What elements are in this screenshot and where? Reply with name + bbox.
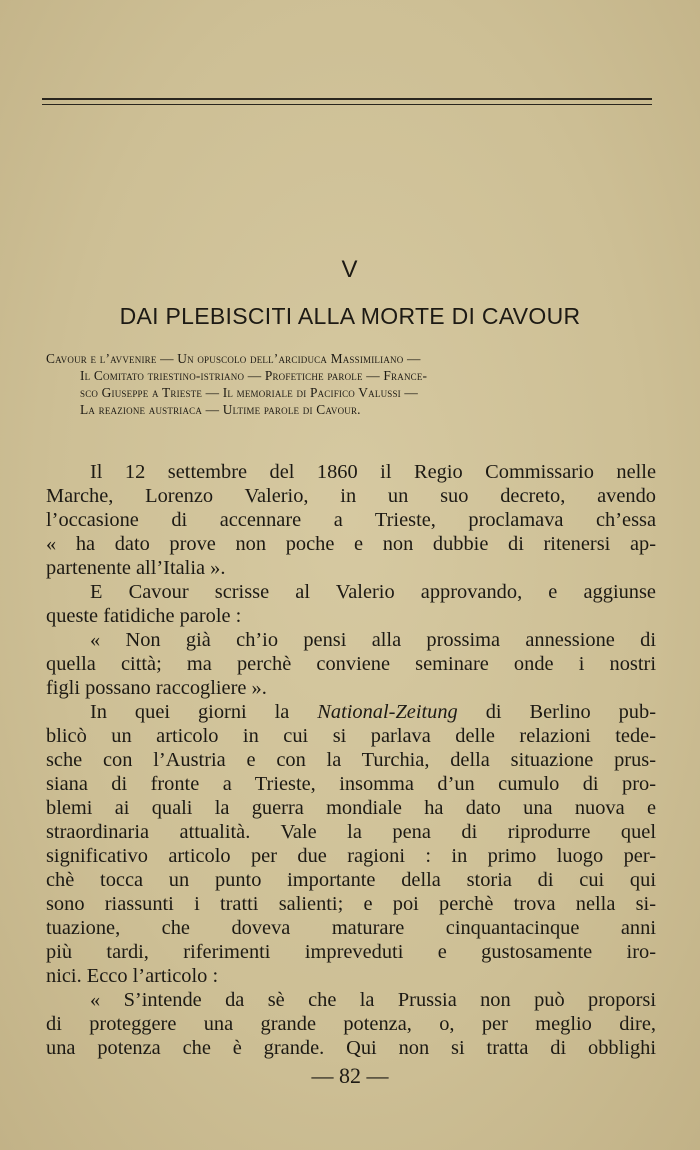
text-line: « ha dato prove non poche e non dubbie di ritenersi ap- bbox=[46, 533, 656, 555]
text-line: blemi ai quali la guerra mondiale ha dato una nuova e bbox=[46, 797, 656, 819]
summary-line: Il Comitato triestino-istriano — Profetiche parole — France- bbox=[80, 368, 428, 383]
text-line: straordinaria attualità. Vale la pena di riprodurre quel bbox=[46, 821, 656, 843]
text-line: chè tocca un punto importante della storia di cui qui bbox=[46, 869, 656, 891]
text-line: siana di fronte a Trieste, insomma d’un cumulo di pro- bbox=[46, 773, 656, 795]
text-line: queste fatidiche parole : bbox=[46, 605, 242, 627]
text-line: « S’intende da sè che la Prussia non può proporsi bbox=[90, 989, 656, 1011]
text-line: tuazione, che doveva maturare cinquantacinque anni bbox=[46, 917, 656, 939]
text-line: una potenza che è grande. Qui non si tratta di obblighi bbox=[46, 1037, 656, 1059]
text-line: Il 12 settembre del 1860 il Regio Commissario nelle bbox=[90, 461, 656, 483]
header-rule-thin bbox=[42, 104, 652, 105]
summary-line: La reazione austriaca — Ultime parole di Cavour. bbox=[80, 402, 361, 417]
summary-line: Cavour e l’avvenire — Un opuscolo dell’arciduca Massimiliano — bbox=[46, 351, 421, 366]
summary-line: sco Giuseppe a Trieste — Il memoriale di Pacifico Valussi — bbox=[80, 385, 419, 400]
page-number: — 82 — bbox=[311, 1063, 389, 1088]
chapter-title: DAI PLEBISCITI ALLA MORTE DI CAVOUR bbox=[119, 303, 581, 329]
body-text bbox=[46, 460, 656, 1060]
text-line: E Cavour scrisse al Valerio approvando, e aggiunse bbox=[90, 581, 656, 603]
chapter-number: V bbox=[341, 256, 359, 283]
newspaper-name: National-Zeitung bbox=[317, 701, 458, 723]
text-line: di proteggere una grande potenza, o, per meglio dire, bbox=[46, 1013, 656, 1035]
text-line: quella città; ma perchè conviene seminare onde i nostri bbox=[46, 653, 656, 675]
text-line: « Non già ch’io pensi alla prossima annessione di bbox=[90, 629, 656, 651]
text-line: nici. Ecco l’articolo : bbox=[46, 965, 219, 987]
text-line: sono riassunti i tratti salienti; e poi perchè trova nella si- bbox=[46, 893, 656, 915]
text-line: sche con l’Austria e con la Turchia, della situazione prus- bbox=[46, 749, 656, 771]
chapter-summary bbox=[46, 350, 658, 418]
text-line: figli possano raccogliere ». bbox=[46, 677, 267, 699]
text-line: significativo articolo per due ragioni : in primo luogo per- bbox=[46, 845, 656, 867]
text-line: In quei giorni la National-Zeitung di Berlino pub- bbox=[90, 701, 656, 723]
text-line: partenente all’Italia ». bbox=[46, 557, 226, 579]
text-line: più tardi, riferimenti impreveduti e gustosamente iro- bbox=[46, 941, 656, 963]
text-line: Marche, Lorenzo Valerio, in un suo decreto, avendo bbox=[46, 485, 656, 507]
text-line: blicò un articolo in cui si parlava delle relazioni tede- bbox=[46, 725, 656, 747]
header-rule bbox=[42, 98, 652, 100]
text-line: l’occasione di accennare a Trieste, proclamava ch’essa bbox=[46, 509, 656, 531]
